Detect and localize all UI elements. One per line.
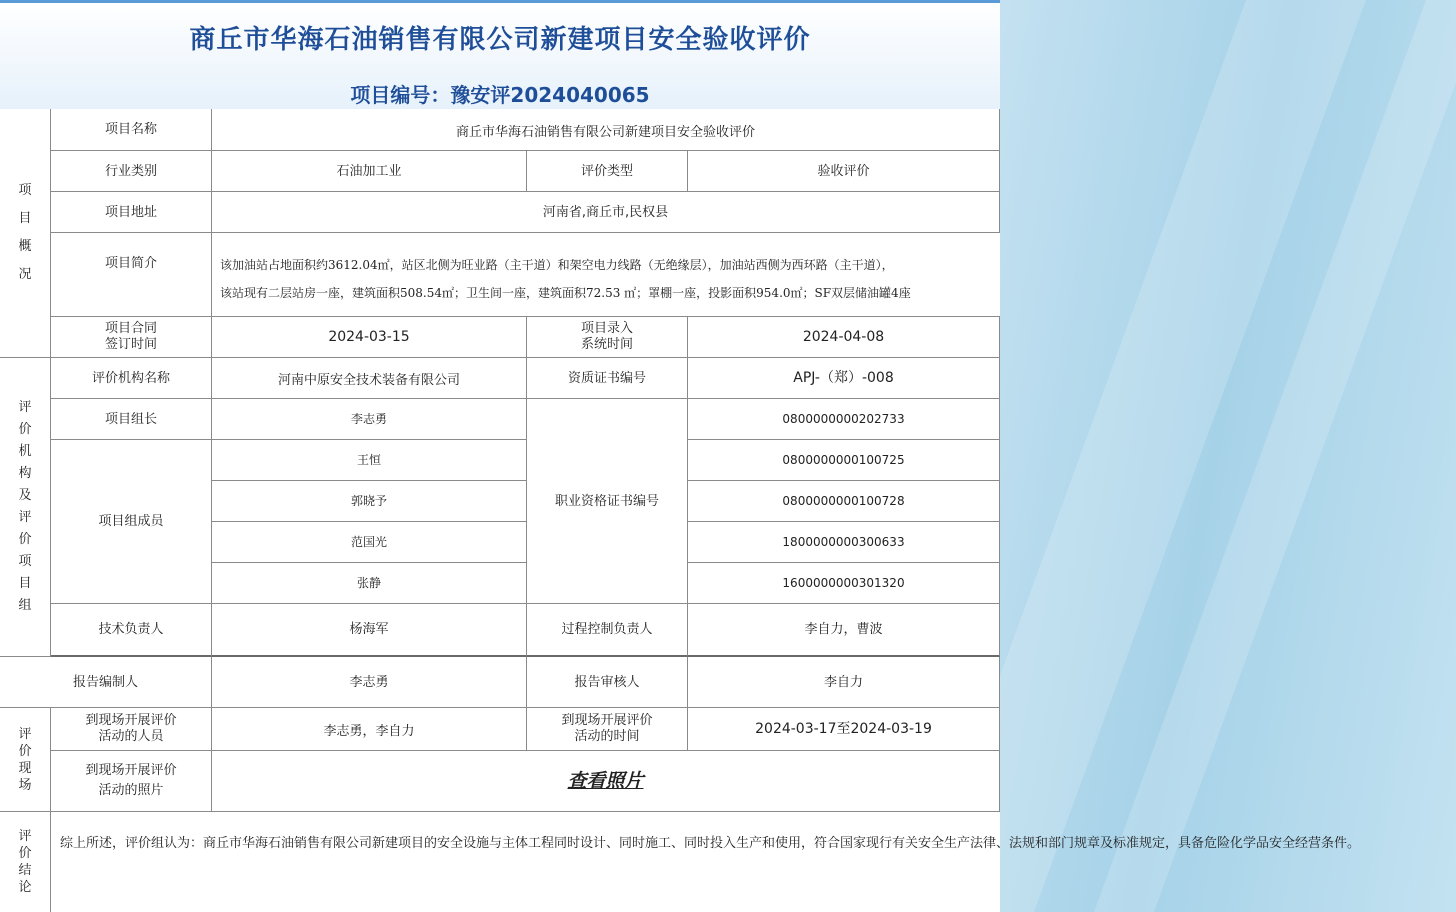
member-name: 郭晓予 xyxy=(212,481,527,522)
process-lead-value: 李自力，曹波 xyxy=(688,604,1000,657)
site-staff-label: 到现场开展评价 活动的人员 xyxy=(51,708,212,751)
leader-label: 项目组长 xyxy=(51,399,212,440)
leader-name: 李志勇 xyxy=(212,399,527,440)
report-author-value: 李志勇 xyxy=(212,657,527,708)
member-name: 王恒 xyxy=(212,440,527,481)
report-author-label: 报告编制人 xyxy=(0,657,212,708)
qualification-number: 1800000000300633 xyxy=(688,522,1000,563)
report-reviewer-value: 李自力 xyxy=(688,657,1000,708)
industry-label: 行业类别 xyxy=(51,151,212,192)
cert-label: 资质证书编号 xyxy=(527,358,688,399)
cert-value: APJ-（郑）-008 xyxy=(688,358,1000,399)
qualification-label: 职业资格证书编号 xyxy=(527,399,688,604)
project-number: 项目编号：豫安评2024040065 xyxy=(350,83,650,107)
entry-date-value: 2024-04-08 xyxy=(688,317,1000,358)
tech-lead-label: 技术负责人 xyxy=(51,604,212,657)
section-org-label: 评价机构及评价项目组 xyxy=(0,358,51,657)
site-time-label: 到现场开展评价 活动的时间 xyxy=(527,708,688,751)
qualification-number: 0800000000100725 xyxy=(688,440,1000,481)
view-photos-link[interactable]: 查看照片 xyxy=(567,769,644,792)
site-photo-cell xyxy=(212,751,1000,812)
summary-label: 项目简介 xyxy=(51,233,212,317)
eval-type-label: 评价类型 xyxy=(527,151,688,192)
section-conclusion-label: 评价结论 xyxy=(0,812,51,912)
tech-lead-value: 杨海军 xyxy=(212,604,527,657)
conclusion-text: 综上所述，评价组认为：商丘市华海石油销售有限公司新建项目的安全设施与主体工程同时设计、同时施工、同时投入生产和使用，符合国家现行有关安全生产法律、法规和部门规章及标准规定，具备危险化学品安全经营条件。 xyxy=(60,836,1361,851)
site-time-value: 2024-03-17至2024-03-19 xyxy=(688,708,1000,751)
contract-date-value: 2024-03-15 xyxy=(212,317,527,358)
qualification-number: 0800000000202733 xyxy=(688,399,1000,440)
page-header xyxy=(0,0,1000,109)
report-reviewer-label: 报告审核人 xyxy=(527,657,688,708)
project-name-label: 项目名称 xyxy=(51,109,212,151)
site-photo-label: 到现场开展评价 活动的照片 xyxy=(51,751,212,812)
qualification-number: 1600000000301320 xyxy=(688,563,1000,604)
page-title: 商丘市华海石油销售有限公司新建项目安全验收评价 xyxy=(189,25,811,55)
industry-value: 石油加工业 xyxy=(212,151,527,192)
section-overview-label: 项目概况 xyxy=(0,109,51,358)
qualification-number: 0800000000100728 xyxy=(688,481,1000,522)
members-label: 项目组成员 xyxy=(51,440,212,604)
entry-date-label: 项目录入 系统时间 xyxy=(527,317,688,358)
site-staff-value: 李志勇，李自力 xyxy=(212,708,527,751)
org-name-label: 评价机构名称 xyxy=(51,358,212,399)
member-name: 张静 xyxy=(212,563,527,604)
summary-line-1: 该加油站占地面积约3612.04㎡，站区北侧为旺业路（主干道）和架空电力线路（无绝缘层），加油站西侧为西环路（主干道）， xyxy=(220,258,894,272)
summary-value xyxy=(212,233,1000,317)
contract-date-label: 项目合同 签订时间 xyxy=(51,317,212,358)
member-name: 范国光 xyxy=(212,522,527,563)
address-label: 项目地址 xyxy=(51,192,212,233)
section-site-label: 评价现场 xyxy=(0,708,51,812)
summary-line-2: 该站现有二层站房一座，建筑面积508.54㎡；卫生间一座，建筑面积72.53 ㎡；罩棚一座，投影面积954.0㎡；SF双层储油罐4座 xyxy=(220,286,911,300)
process-lead-label: 过程控制负责人 xyxy=(527,604,688,657)
project-name-value: 商丘市华海石油销售有限公司新建项目安全验收评价 xyxy=(212,109,1000,151)
org-name-value: 河南中原安全技术装备有限公司 xyxy=(212,358,527,399)
address-value: 河南省,商丘市,民权县 xyxy=(212,192,1000,233)
eval-type-value: 验收评价 xyxy=(688,151,1000,192)
